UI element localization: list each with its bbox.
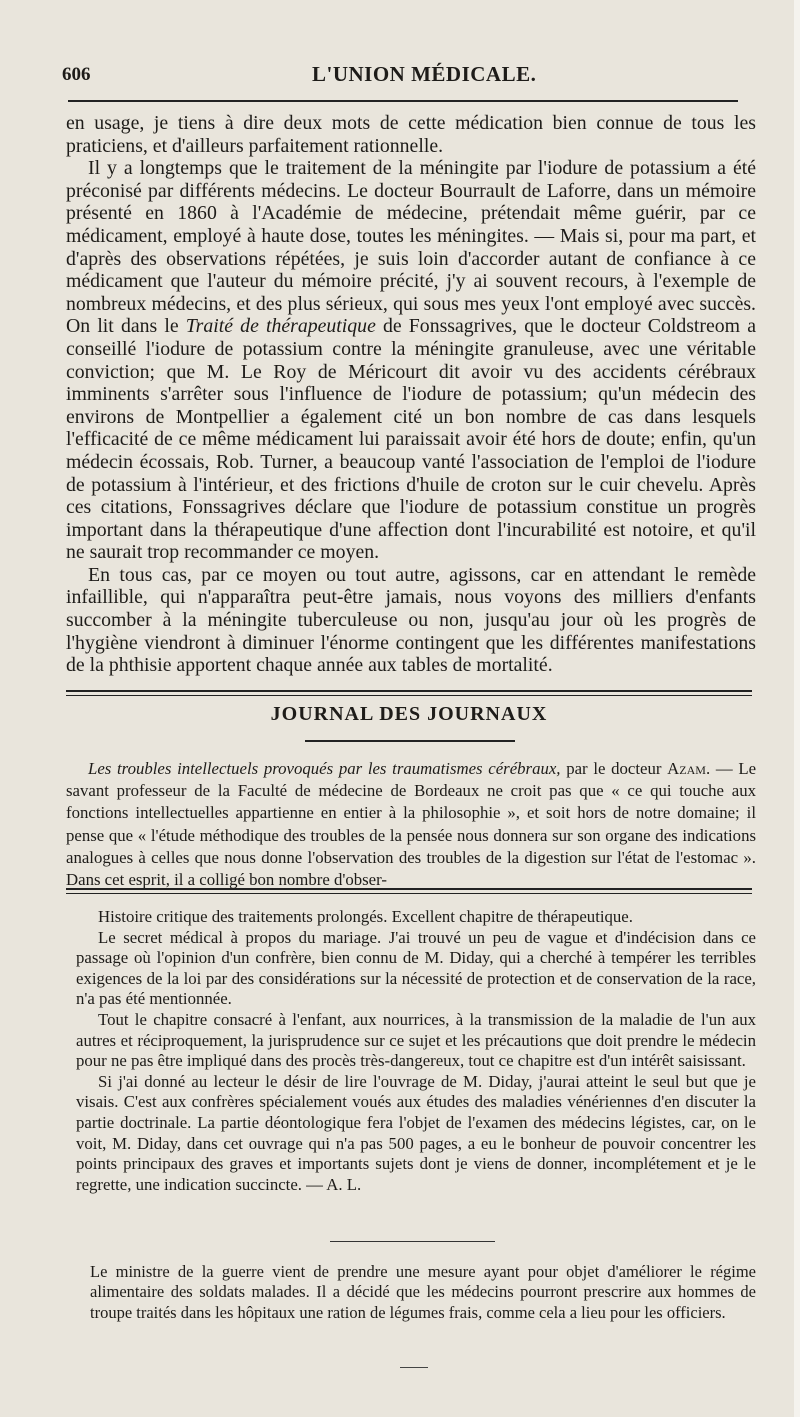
author-name: Azam.: [667, 759, 711, 778]
paragraph: en usage, je tiens à dire deux mots de cette médication bien connue de tous les praticiens, et d'ailleurs parfaitement rationnelle.: [66, 112, 756, 157]
running-header: [62, 60, 742, 90]
paragraph: Si j'ai donné au lecteur le désir de lire l'ouvrage de M. Diday, j'aurai atteint le seul but que je visais. C'est aux confrères spécialement voués aux études des maladies vénériennes d'en discuter la partie doctrinale. La partie déontologique fera l'objet de l'examen des médecins légistes, car, on le voit, M. Diday, dans cet ouvrage qui n'a pas 500 pages, a eu le bonheur de pouvoir concentrer les points principaux des graves et importants sujets dont je viens de donner, incomplétement et je le regrette, une indication succincte. — A. L.: [76, 1071, 756, 1194]
title-rule: [305, 740, 515, 742]
news-notice: [90, 1262, 756, 1323]
book-title: Traité de thérapeutique: [185, 315, 376, 338]
book-review: [76, 907, 756, 1195]
header-rule: [68, 100, 738, 102]
paragraph-text: Il y a longtemps que le traitement de la méningite par l'iodure de potassium a été préconisé par différents médecins. Le docteur Bourrault de Laforre, dans un mémoire présenté en 1860 à l'Académie de médecine, prétendait même guérir, par ce médicament, employé à haute dose, toutes les méningites. — Mais si, pour ma part, et d'après des observations répétées, je suis loin d'accorder autant de confiance à ce médicament que l'auteur du mémoire précité, j'y ai souvent recours, à l'exemple de nombreux médecins, et des plus sérieux, qui sous mes yeux l'ont employé avec succès. On lit dans le: [66, 157, 756, 338]
section-title: JOURNAL DES JOURNAUX: [270, 703, 548, 725]
paragraph: En tous cas, par ce moyen ou tout autre, agissons, car en attendant le remède infaillible, qui n'apparaîtra peut-être jamais, nous voyons des milliers d'enfants succomber à la méningite tuberculeuse ou non, jusqu'au jour où les progrès de l'hygiène viendront à diminuer l'énorme contingent que les différentes manifestations de la phthisie apportent chaque année aux tables de mortalité.: [66, 563, 756, 677]
paragraph: Histoire critique des traitements prolongés. Excellent chapitre de thérapeutique.: [98, 907, 633, 926]
byline: par le docteur: [566, 759, 662, 778]
journal-review: [66, 758, 756, 891]
feuilleton-divider: [66, 888, 752, 894]
paragraph: [66, 157, 756, 564]
page-number: 606: [62, 64, 91, 85]
paragraph-text: de Fonssagrives, que le docteur Coldstreom a conseillé l'iodure de potassium contre la méningite granuleuse, avec une véritable conviction; que M. Le Roy de Méricourt dit avoir vu des accidents cérébraux imminents s'arrêter sous l'influence de l'iodure de potassium; qu'un médecin des environs de Montpellier a également cité un bon nombre de cas dans lesquels l'efficacité de ce même médicament lui paraissait avoir été hors de doute; enfin, qu'un médecin écossais, Rob. Turner, a beaucoup vanté l'association de l'emploi de l'iodure de potassium à l'intérieur, et des frictions d'huile de croton sur le cuir chevelu. Après ces citations, Fonssagrives déclare que l'iodure de potassium constitue un progrès important dans la thérapeutique d'une affection dont l'incurabilité est notoire, et qu'il ne saurait trop recommander ce moyen.: [66, 315, 756, 564]
notice-rule: [330, 1241, 495, 1242]
continued-article: [66, 112, 756, 677]
section-divider: [66, 690, 752, 696]
page-edge: [794, 0, 800, 1417]
paragraph-text: — Le savant professeur de la Faculté de médecine de Bordeaux ne croit pas que « ce qui touche aux fonctions intellectuelles appartienne en entier à la philosophie », et soit hors de notre domaine; il pense que « l'étude méthodique des troubles de la pensée nous donnera sur son organe des indications analogues à celles que nous donne l'observation des troubles de la digestion sur l'état de l'estomac ». Dans cet esprit, il a colligé bon nombre d'obser-: [66, 759, 757, 890]
journal-title: L'UNION MÉDICALE.: [312, 62, 537, 86]
paragraph: [66, 758, 756, 891]
paragraph: Le ministre de la guerre vient de prendre une mesure ayant pour objet d'améliorer le régime alimentaire des soldats malades. Il a décidé que les médecins pourront prescrire aux hommes de troupe traités dans les hôpitaux une ration de légumes frais, comme cela a lieu pour les officiers.: [90, 1262, 756, 1322]
paragraph: Tout le chapitre consacré à l'enfant, aux nourrices, à la transmission de la maladie de l'un aux autres et réciproquement, la jurisprudence sur ce sujet et les précautions que doit prendre le médecin pour ne pas être impliqué dans des procès très-dangereux, tout ce chapitre est d'un intérêt saisissant.: [76, 1009, 756, 1071]
paragraph: Le secret médical à propos du mariage. J'ai trouvé un peu de vague et d'indécision dans ce passage où l'opinion d'un confrère, bien connu de M. Diday, qui a cherché à tempérer les terribles exigences de la loi par des considérations sur la nécessité de protection et de conservation de la race, n'a pas été mentionnée.: [76, 927, 756, 1009]
end-mark: [400, 1367, 428, 1368]
article-title: Les troubles intellectuels provoqués par les traumatismes cérébraux,: [88, 759, 561, 778]
